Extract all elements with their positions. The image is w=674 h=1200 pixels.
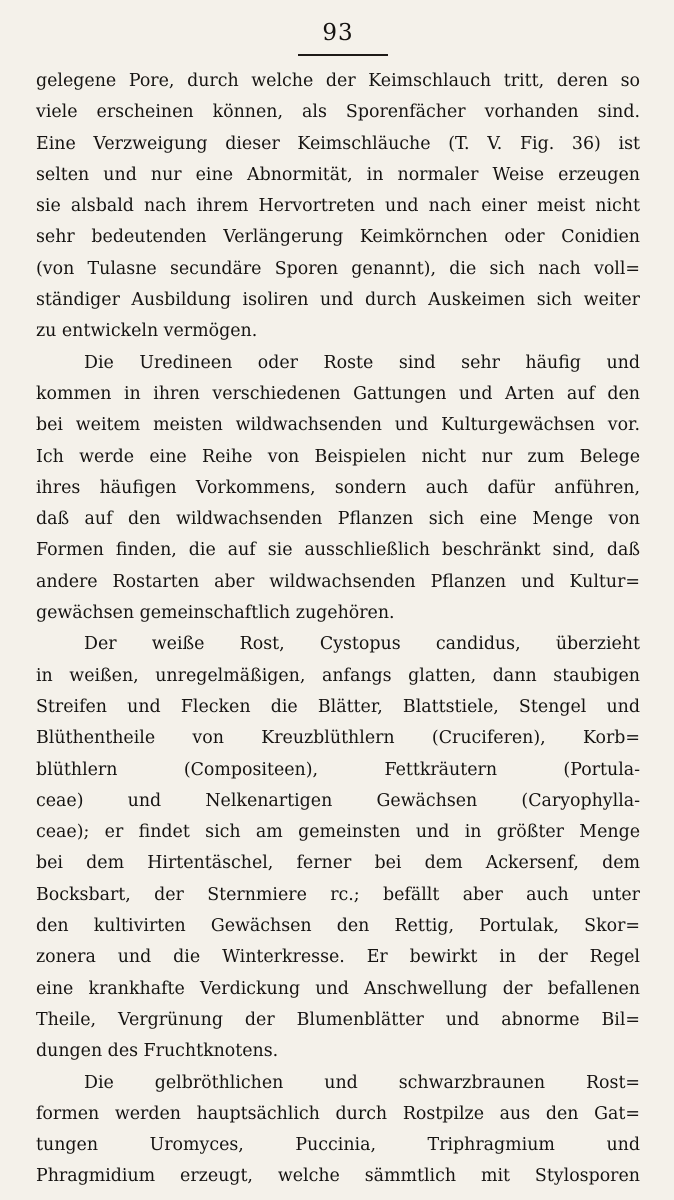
text-line: gewächsen gemeinschaftlich zugehören. [36, 603, 395, 624]
text-line: in weißen, unregelmäßigen, anfangs glatten, dann staubigen [36, 665, 640, 686]
text-line: formen werden hauptsächlich durch Rostpilze aus den Gat= [36, 1103, 640, 1124]
page-number: 93 [322, 20, 354, 46]
text-line: bei weitem meisten wildwachsenden und Kulturgewächsen vor. [36, 415, 640, 436]
text-line: selten und nur eine Abnormität, in normaler Weise erzeugen [36, 164, 640, 185]
text-line: dungen des Fruchtknotens. [36, 1041, 279, 1062]
text-line: zonera und die Winterkresse. Er bewirkt in der Regel [36, 947, 640, 968]
text-line: gelegene Pore, durch welche der Keimschlauch tritt, deren so [36, 71, 640, 91]
text-line: sie alsbald nach ihrem Hervortreten und nach einer meist nicht [36, 196, 640, 217]
text-line: blüthlern (Compositeen), Fettkräutern (Portula- [36, 759, 640, 780]
text-line: eine krankhafte Verdickung und Anschwellung der befallenen [36, 978, 640, 999]
text-line: daß auf den wildwachsenden Pflanzen sich eine Menge von [36, 509, 640, 530]
text-line: ständiger Ausbildung isoliren und durch Auskeimen sich weiter [36, 290, 640, 311]
text-line: Formen finden, die auf sie ausschließlich beschränkt sind, daß [36, 540, 640, 561]
text-line: sehr bedeutenden Verlängerung Keimkörnchen oder Conidien [36, 227, 640, 248]
text-line: zu entwickeln vermögen. [36, 321, 258, 342]
text-line: Eine Verzweigung dieser Keimschläuche (T. V. Fig. 36) ist [36, 133, 640, 154]
text-line: Streifen und Flecken die Blätter, Blattstiele, Stengel und [36, 696, 640, 717]
body-text [36, 66, 640, 1193]
text-line: Theile, Vergrünung der Blumenblätter und abnorme Bil= [36, 1009, 640, 1030]
text-line: (von Tulasne secundäre Sporen genannt), die sich nach voll= [36, 258, 640, 279]
text-line: andere Rostarten aber wildwachsenden Pflanzen und Kultur= [36, 571, 640, 592]
text-line: Ich werde eine Reihe von Beispielen nicht nur zum Belege [36, 446, 640, 467]
text-line: bei dem Hirtentäschel, ferner bei dem Ackersenf, dem [36, 853, 640, 874]
text-line: Die gelbröthlichen und schwarzbraunen Rost= [84, 1072, 640, 1093]
header-rule [298, 54, 388, 56]
text-line: Bocksbart, der Sternmiere rc.; befällt aber auch unter [36, 884, 640, 905]
text-line: viele erscheinen können, als Sporenfächer vorhanden sind. [36, 102, 640, 123]
text-line: Blüthentheile von Kreuzblüthlern (Cruciferen), Korb= [36, 728, 640, 749]
text-line: Phragmidium erzeugt, welche sämmtlich mit Stylosporen [36, 1166, 640, 1187]
text-line: ceae) und Nelkenartigen Gewächsen (Caryophylla- [36, 790, 640, 811]
text-line: ceae); er findet sich am gemeinsten und in größter Menge [36, 822, 640, 843]
text-line: tungen Uromyces, Puccinia, Triphragmium und [36, 1135, 640, 1156]
text-line: ihres häufigen Vorkommens, sondern auch dafür anführen, [36, 477, 640, 498]
text-line: den kultivirten Gewächsen den Rettig, Portulak, Skor= [36, 916, 640, 937]
text-line: Die Uredineen oder Roste sind sehr häufig und [84, 352, 640, 373]
text-line: Der weiße Rost, Cystopus candidus, überzieht [84, 634, 640, 655]
text-line: kommen in ihren verschiedenen Gattungen und Arten auf den [36, 383, 640, 404]
